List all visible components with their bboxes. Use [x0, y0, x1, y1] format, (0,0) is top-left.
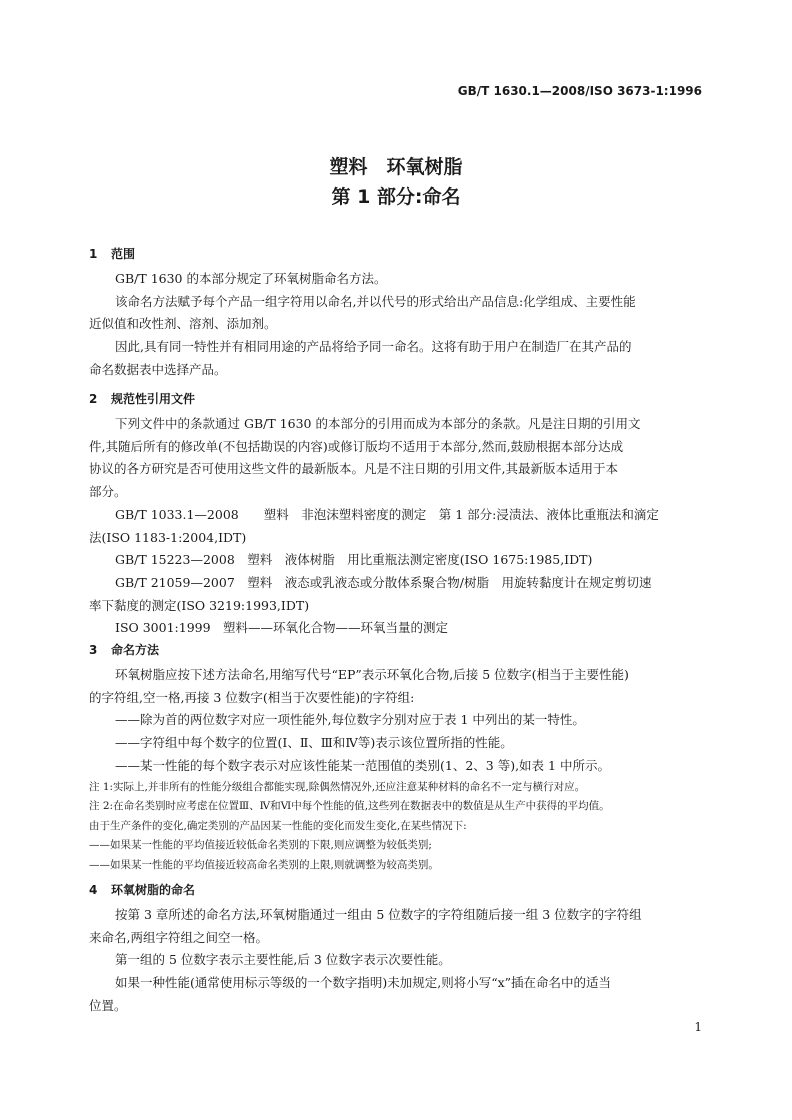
- paragraph: 该命名方法赋予每个产品一组字符用以命名,并以代号的形式给出产品信息:化学组成、主要性能: [115, 293, 636, 309]
- dash-list-item: ——某一性能的每个数字表示对应该性能某一范围值的类别(1、2、3 等),如表 1 中所示。: [115, 757, 610, 773]
- reference-item: ISO 3001:1999 塑料——环氧化合物——环氧当量的测定: [115, 620, 449, 636]
- section-heading: [89, 244, 703, 264]
- paragraph-continuation: 部分。: [89, 484, 127, 500]
- section-title: 命名方法: [111, 643, 160, 657]
- section-title: 规范性引用文件: [111, 392, 196, 406]
- section-epoxy-designation: [89, 880, 703, 1018]
- page-number: 1: [694, 1020, 702, 1034]
- dash-list-item: ——除为首的两位数字对应一项性能外,每位数字分别对应于表 1 中列出的某一特性。: [115, 712, 585, 728]
- reference-item: GB/T 21059—2007 塑料 液态或乳液态或分散体系聚合物/树脂 用旋转黏度计在规定剪切速: [115, 574, 652, 590]
- document-subtitle: 第 1 部分:命名: [331, 186, 461, 208]
- paragraph: 如果一种性能(通常使用标示等级的一个数字指明)未加规定,则将小写“x”插在命名中的适当: [115, 975, 612, 991]
- section-normative-references: [89, 389, 703, 640]
- section-title: 环氧树脂的命名: [111, 883, 196, 897]
- document-title: 塑料 环氧树脂: [329, 156, 463, 178]
- section-heading: [89, 389, 703, 409]
- reference-continuation: 率下黏度的测定(ISO 3219:1993,IDT): [89, 597, 310, 613]
- paragraph-continuation: 协议的各方研究是否可使用这些文件的最新版本。凡是不注日期的引用文件,其最新版本适用于本: [89, 461, 618, 477]
- paragraph-continuation: 的字符组,空一格,再接 3 位数字(相当于次要性能)的字符组:: [89, 689, 415, 705]
- paragraph-continuation: 命名数据表中选择产品。: [89, 361, 227, 377]
- paragraph: 第一组的 5 位数字表示主要性能,后 3 位数字表示次要性能。: [115, 952, 451, 968]
- paragraph: 按第 3 章所述的命名方法,环氧树脂通过一组由 5 位数字的字符组随后接一组 3 位数字的字符组: [115, 907, 642, 922]
- paragraph-continuation: 近似值和改性剂、溶剂、添加剂。: [89, 316, 277, 332]
- paragraph-continuation: 位置。: [89, 997, 127, 1013]
- note-dash-item: ——如果某一性能的平均值接近较高命名类别的上限,则就调整为较高类别。: [89, 858, 439, 871]
- reference-continuation: 法(ISO 1183-1:2004,IDT): [89, 529, 247, 545]
- standard-number: GB/T 1630.1—2008/ISO 3673-1:1996: [457, 84, 702, 98]
- note-continuation: 由于生产条件的变化,确定类别的产品因某一性能的变化而发生变化,在某些情况下:: [89, 819, 467, 832]
- reference-item: GB/T 1033.1—2008 塑料 非泡沫塑料密度的测定 第 1 部分:浸渍法、液体比重瓶法和滴定: [115, 506, 659, 522]
- note-dash-item: ——如果某一性能的平均值接近较低命名类别的下限,则应调整为较低类别;: [89, 839, 432, 852]
- section-heading: [89, 880, 703, 900]
- paragraph: GB/T 1630 的本部分规定了环氧树脂命名方法。: [115, 271, 387, 286]
- section-number: 4: [89, 883, 98, 897]
- reference-item: GB/T 15223—2008 塑料 液体树脂 用比重瓶法测定密度(ISO 1675:1985,IDT): [115, 552, 593, 568]
- paragraph: 下列文件中的条款通过 GB/T 1630 的本部分的引用而成为本部分的条款。凡是注日期的引用文: [115, 416, 641, 431]
- paragraph-continuation: 来命名,两组字符组之间空一格。: [89, 929, 268, 945]
- note: 注 1:实际上,并非所有的性能分级组合都能实现,除偶然情况外,还应注意某种材料的命名不一定与横行对应。: [89, 780, 586, 793]
- section-title: 范围: [111, 247, 136, 261]
- paragraph: 环氧树脂应按下述方法命名,用缩写代号“EP”表示环氧化合物,后接 5 位数字(相当于主要性能): [115, 667, 629, 682]
- section-heading: [89, 640, 703, 660]
- section-number: 1: [89, 247, 98, 261]
- note: 注 2:在命名类别时应考虑在位置Ⅲ、Ⅳ和Ⅵ中每个性能的值,这些列在数据表中的数值是从生产中获得的平均值。: [89, 800, 610, 813]
- dash-list-item: ——字符组中每个数字的位置(Ⅰ、Ⅱ、Ⅲ和Ⅳ等)表示该位置所指的性能。: [115, 735, 513, 751]
- paragraph-continuation: 件,其随后所有的修改单(不包括勘误的内容)或修订版均不适用于本部分,然而,鼓励根据本部分达成: [89, 438, 624, 454]
- section-scope: [89, 244, 703, 382]
- section-designation-system: [89, 640, 703, 875]
- section-number: 3: [89, 643, 98, 657]
- paragraph: 因此,具有同一特性并有相同用途的产品将给予同一命名。这将有助于用户在制造厂在其产品的: [115, 339, 632, 355]
- section-number: 2: [89, 392, 98, 406]
